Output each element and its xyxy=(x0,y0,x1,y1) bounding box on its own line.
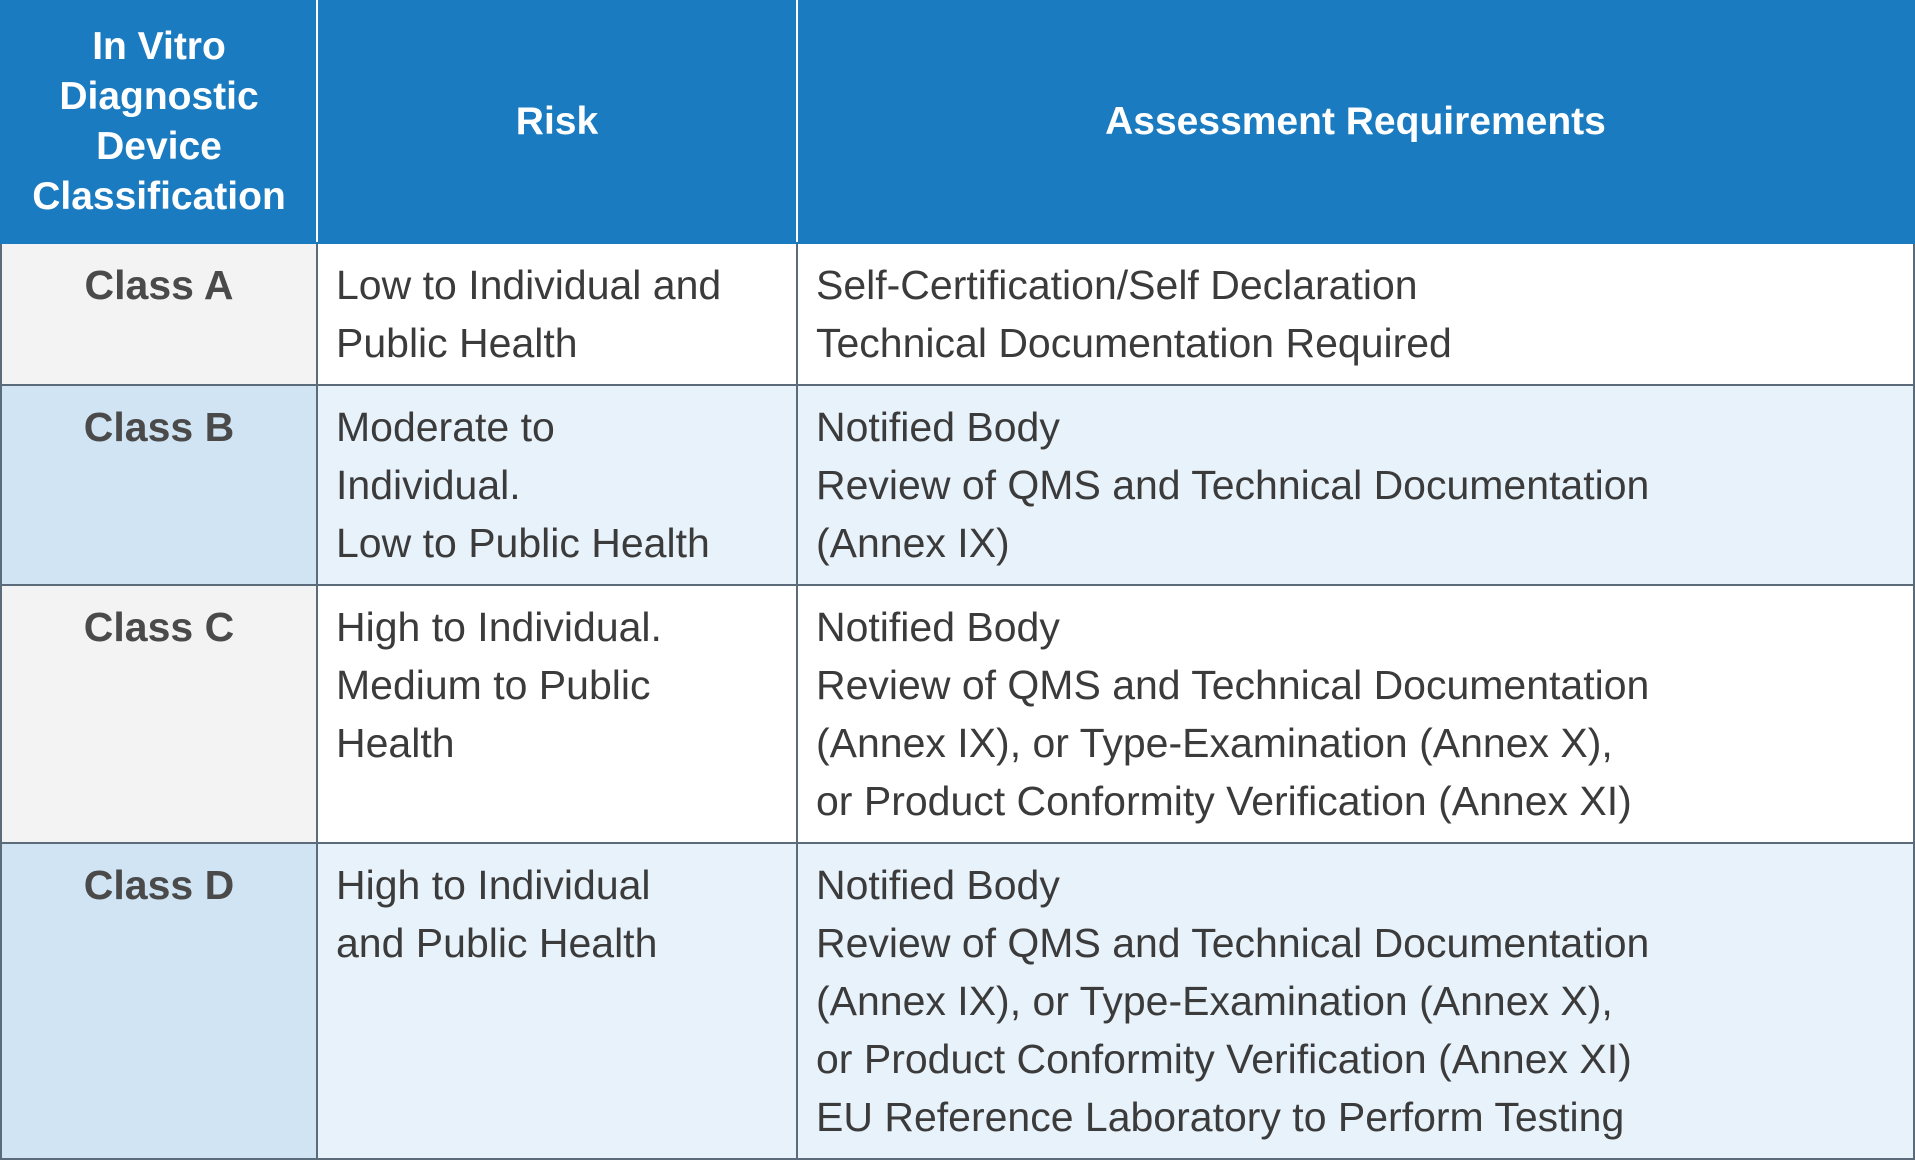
risk-cell xyxy=(317,243,797,385)
risk-line: Low to Public Health xyxy=(336,520,710,566)
risk-cell xyxy=(317,843,797,1159)
assessment-line: Self-Certification/Self Declaration xyxy=(816,262,1418,308)
assessment-line: or Product Conformity Verification (Annex XI) xyxy=(816,778,1632,824)
class-cell: Class D xyxy=(1,843,317,1159)
header-classification-line: In Vitro xyxy=(92,25,226,68)
assessment-line: Notified Body xyxy=(816,404,1060,450)
table-row-class-c xyxy=(1,585,1914,843)
assessment-line: Notified Body xyxy=(816,862,1060,908)
assessment-line: (Annex IX) xyxy=(816,520,1010,566)
risk-line: Medium to Public xyxy=(336,662,651,708)
risk-line: and Public Health xyxy=(336,920,658,966)
header-assessment-requirements: Assessment Requirements xyxy=(797,1,1914,243)
assessment-line: Review of QMS and Technical Documentation xyxy=(816,462,1650,508)
class-cell: Class B xyxy=(1,385,317,585)
assessment-cell xyxy=(797,385,1914,585)
class-cell: Class C xyxy=(1,585,317,843)
header-classification-line: Classification xyxy=(32,175,286,218)
header-risk: Risk xyxy=(317,1,797,243)
assessment-line: EU Reference Laboratory to Perform Testing xyxy=(816,1094,1625,1140)
table-row-class-d xyxy=(1,843,1914,1159)
header-classification-line: Device xyxy=(96,125,222,168)
assessment-line: Review of QMS and Technical Documentation xyxy=(816,662,1650,708)
risk-line: Moderate to xyxy=(336,404,555,450)
assessment-line: Review of QMS and Technical Documentation xyxy=(816,920,1650,966)
table-body xyxy=(1,243,1914,1159)
table-row-class-a xyxy=(1,243,1914,385)
risk-line: High to Individual. xyxy=(336,604,662,650)
risk-line: Health xyxy=(336,720,455,766)
assessment-line: Notified Body xyxy=(816,604,1060,650)
table-row-class-b xyxy=(1,385,1914,585)
class-cell: Class A xyxy=(1,243,317,385)
header-classification xyxy=(1,1,317,243)
table-header xyxy=(1,1,1914,243)
risk-cell xyxy=(317,385,797,585)
assessment-cell xyxy=(797,585,1914,843)
risk-line: Individual. xyxy=(336,462,521,508)
risk-cell xyxy=(317,585,797,843)
assessment-line: (Annex IX), or Type-Examination (Annex X), xyxy=(816,720,1613,766)
risk-line: High to Individual xyxy=(336,862,651,908)
assessment-cell xyxy=(797,243,1914,385)
assessment-line: (Annex IX), or Type-Examination (Annex X), xyxy=(816,978,1613,1024)
header-classification-line: Diagnostic xyxy=(59,75,259,118)
assessment-cell xyxy=(797,843,1914,1159)
risk-line: Low to Individual and xyxy=(336,262,722,308)
assessment-line: or Product Conformity Verification (Annex XI) xyxy=(816,1036,1632,1082)
risk-line: Public Health xyxy=(336,320,578,366)
header-row xyxy=(1,1,1914,243)
assessment-line: Technical Documentation Required xyxy=(816,320,1452,366)
